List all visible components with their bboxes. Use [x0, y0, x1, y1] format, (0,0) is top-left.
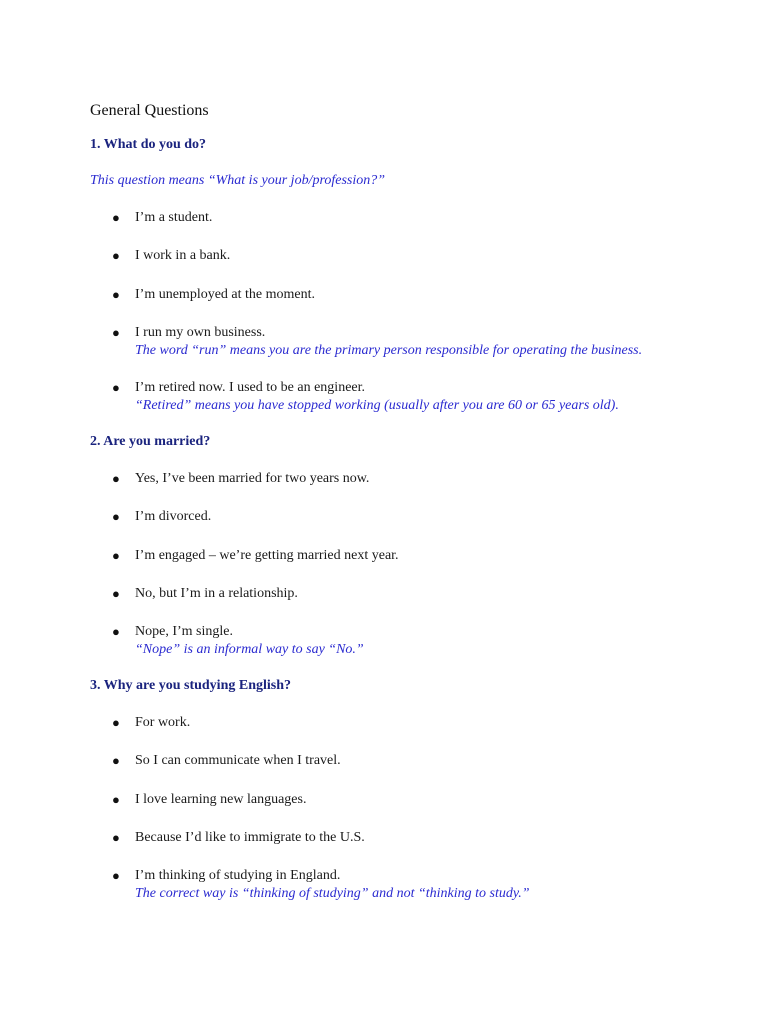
list-item	[90, 623, 710, 659]
bullet-icon: ●	[112, 792, 120, 807]
answer-text: I work in a bank.	[135, 248, 231, 263]
section-what-do-you-do	[90, 136, 710, 415]
answer-note: The word “run” means you are the primary person responsible for operating the business.	[135, 343, 643, 358]
list-item	[90, 379, 710, 415]
bullet-icon: ●	[112, 325, 120, 340]
answer-text: So I can communicate when I travel.	[135, 753, 341, 768]
bullet-icon: ●	[112, 624, 120, 639]
list-item	[90, 324, 710, 360]
bullet-icon: ●	[112, 210, 120, 225]
answer-list	[90, 209, 710, 415]
list-item	[90, 585, 710, 603]
answer-text: I run my own business.	[135, 325, 266, 340]
section-are-you-married	[90, 433, 710, 659]
question-note: This question means “What is your job/profession?”	[90, 173, 386, 188]
answer-text: I’m engaged – we’re getting married next year.	[135, 548, 399, 563]
bullet-icon: ●	[112, 509, 120, 524]
list-item	[90, 867, 710, 903]
list-item	[90, 829, 710, 847]
answer-note: The correct way is “thinking of studying” and not “thinking to study.”	[135, 886, 530, 901]
answer-text: Yes, I’ve been married for two years now.	[135, 471, 370, 486]
bullet-icon: ●	[112, 548, 120, 563]
answer-text: Nope, I’m single.	[135, 624, 233, 639]
answer-list	[90, 470, 710, 659]
bullet-icon: ●	[112, 380, 120, 395]
question-heading: 1. What do you do?	[90, 137, 207, 152]
section-why-studying-english	[90, 677, 710, 903]
answer-text: Because I’d like to immigrate to the U.S.	[135, 830, 365, 845]
answer-text: I’m divorced.	[135, 509, 212, 524]
list-item	[90, 209, 710, 227]
answer-text: For work.	[135, 715, 191, 730]
answer-text: I’m retired now. I used to be an engineer.	[135, 380, 366, 395]
bullet-icon: ●	[112, 753, 120, 768]
answer-text: I’m a student.	[135, 210, 213, 225]
answer-list	[90, 714, 710, 903]
list-item	[90, 470, 710, 488]
answer-text: No, but I’m in a relationship.	[135, 586, 298, 601]
document-page	[90, 100, 710, 903]
bullet-icon: ●	[112, 715, 120, 730]
bullet-icon: ●	[112, 586, 120, 601]
list-item	[90, 247, 710, 265]
list-item	[90, 286, 710, 304]
list-item	[90, 791, 710, 809]
question-heading: 2. Are you married?	[90, 434, 211, 449]
bullet-icon: ●	[112, 471, 120, 486]
list-item	[90, 508, 710, 526]
bullet-icon: ●	[112, 287, 120, 302]
question-heading: 3. Why are you studying English?	[90, 678, 291, 693]
bullet-icon: ●	[112, 248, 120, 263]
page-title: General Questions	[90, 102, 209, 119]
answer-text: I’m thinking of studying in England.	[135, 868, 341, 883]
list-item	[90, 752, 710, 770]
answer-text: I’m unemployed at the moment.	[135, 287, 316, 302]
list-item	[90, 714, 710, 732]
answer-note: “Nope” is an informal way to say “No.”	[135, 642, 364, 657]
answer-note: “Retired” means you have stopped working (usually after you are 60 or 65 years old).	[135, 398, 619, 413]
bullet-icon: ●	[112, 830, 120, 845]
list-item	[90, 547, 710, 565]
bullet-icon: ●	[112, 868, 120, 883]
answer-text: I love learning new languages.	[135, 792, 307, 807]
